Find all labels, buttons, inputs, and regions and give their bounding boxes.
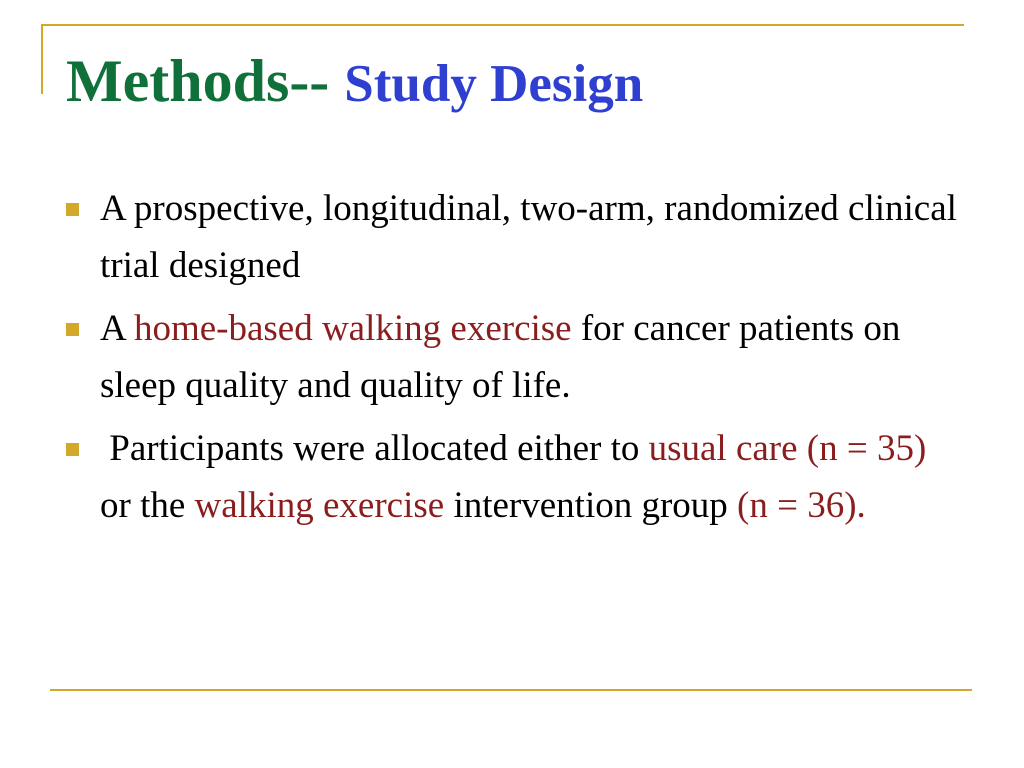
- bullet-middle2: intervention group: [444, 485, 738, 526]
- bullet-prefix: A: [100, 308, 134, 349]
- title-main: Methods--: [66, 48, 330, 114]
- group-size-highlight: (n = 36).: [737, 485, 866, 526]
- frame-bottom-line: [50, 689, 972, 691]
- bullet-suffix: for cancer patients on sleep quality and quality of life.: [100, 308, 901, 406]
- walking-exercise-highlight: walking exercise: [194, 485, 445, 526]
- bullet-text: A prospective, longitudinal, two-arm, randomized clinical trial designed: [100, 188, 957, 286]
- bullet-highlight: home-based walking exercise: [133, 308, 572, 349]
- frame-left-line: [41, 24, 43, 94]
- title-sub: Study Design: [344, 55, 644, 113]
- square-bullet-icon: [66, 203, 79, 216]
- square-bullet-icon: [66, 323, 79, 336]
- bullet-item: [66, 420, 966, 534]
- slide-title: [66, 48, 643, 114]
- square-bullet-icon: [66, 443, 79, 456]
- frame-top-line: [41, 24, 964, 26]
- bullet-prefix: Participants were allocated either to: [100, 428, 649, 469]
- bullet-item: [66, 300, 966, 414]
- bullet-list: [66, 180, 966, 540]
- bullet-item: [66, 180, 966, 294]
- usual-care-highlight: usual care (n = 35): [648, 428, 927, 469]
- bullet-middle: or the: [100, 485, 195, 526]
